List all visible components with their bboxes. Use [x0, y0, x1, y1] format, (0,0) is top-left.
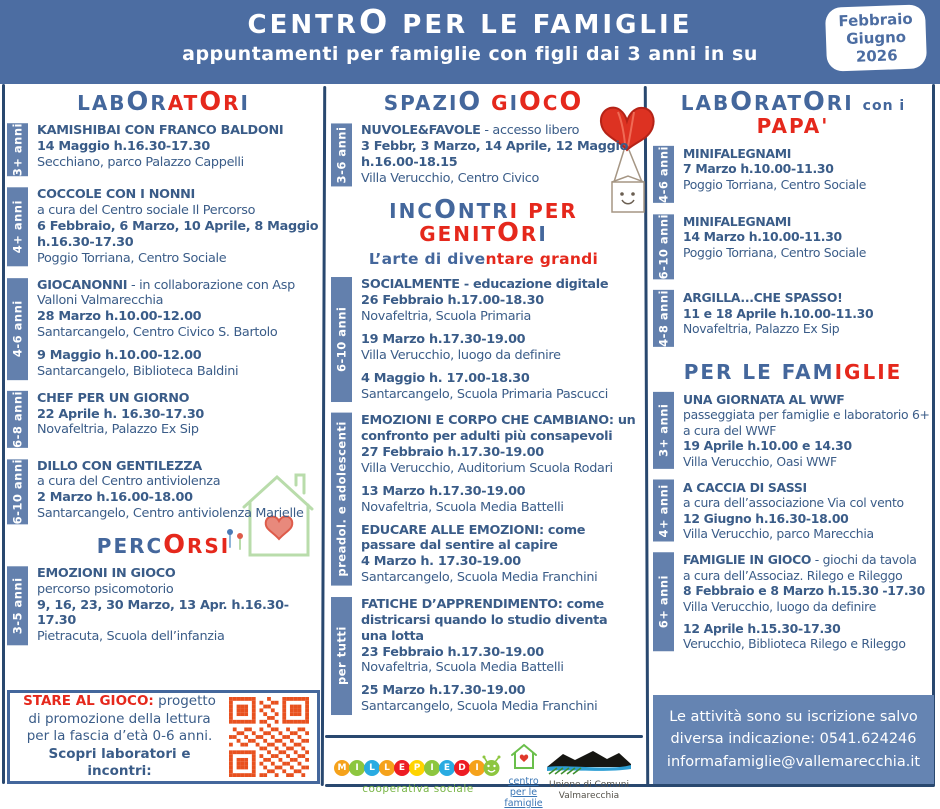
info-line: Le attività sono su iscrizione salvo: [669, 709, 918, 725]
event-item: [331, 597, 636, 715]
event-details: [683, 146, 933, 203]
millepiedi-logo: [334, 755, 502, 795]
laboratori-items: [7, 123, 320, 524]
event-details: [361, 597, 636, 715]
event-text-line: CHEF PER UN GIORNO: [37, 390, 190, 406]
event-text-line: NUVOLE&FAVOLE - accesso libero: [361, 123, 580, 138]
event-text-line: 12 Giugno h.16.30-18.00: [683, 510, 849, 526]
event-details: [683, 552, 933, 651]
unione-comuni-icon: [545, 749, 633, 775]
millepiedi-letter: L: [379, 760, 395, 776]
age-badge: 4-8 anni: [653, 290, 674, 347]
event-text-line: 4 Marzo h. 17.30-19.00: [361, 554, 521, 570]
age-badge: 6+ anni: [653, 552, 674, 651]
age-badge: 3+ anni: [7, 123, 28, 176]
age-badge: 4+ anni: [7, 187, 28, 266]
column-spazio-gioco: [331, 87, 636, 726]
event-text-line: 11 e 18 Aprile h.10.00-11.30: [683, 305, 874, 321]
info-email: informafamiglie@vallemarecchia.it: [666, 753, 921, 770]
event-text-line: MINIFALEGNAMI: [683, 213, 792, 229]
partner-logos: [330, 741, 637, 809]
age-badge: 4-6 anni: [653, 146, 674, 203]
event-item: [7, 459, 320, 524]
event-text-line: Verucchio, Biblioteca Rilego e Rileggo: [683, 636, 906, 652]
promo-text: [18, 693, 221, 781]
age-badge: 3+ anni: [653, 392, 674, 469]
age-badge: preadol. e adolescenti: [331, 413, 352, 586]
promo-body: progetto di promozione della lettura per la fascia d’età 0-6 anni.: [26, 693, 216, 745]
section-title-incontri-genitori: INCONTRI PER GENITORI: [389, 195, 578, 249]
section-subtitle-incontri: L’arte di diventare grandi: [368, 250, 599, 269]
event-text-line: 12 Aprile h.15.30-17.30: [683, 620, 841, 636]
event-text-line: Santarcangelo, Biblioteca Baldini: [37, 363, 239, 379]
age-badge: 6-8 anni: [7, 391, 28, 448]
event-details: [683, 214, 933, 279]
event-text-line: Poggio Torriana, Centro Sociale: [683, 244, 867, 260]
event-text-line: Novafeltria, Palazzo Ex Sip: [683, 320, 840, 336]
millepiedi-letter: I: [469, 760, 485, 776]
event-text-line: 19 Aprile h.10.00 e 14.30: [683, 438, 852, 454]
event-text-line: ARGILLA...CHE SPASSO!: [683, 290, 843, 306]
event-item: [653, 552, 933, 651]
age-badge: 6-10 anni: [653, 214, 674, 279]
event-text-line: COCCOLE CON I NONNI: [37, 187, 196, 203]
event-details: [683, 290, 933, 347]
age-badge: 4+ anni: [653, 480, 674, 542]
event-details: [361, 277, 636, 402]
event-text-line: Santarcangelo, Scuola Primaria Pascucci: [361, 386, 609, 402]
page-title: CENTRO PER LE FAMIGLIE: [247, 2, 693, 41]
event-text-line: Poggio Torriana, Centro Sociale: [683, 176, 867, 192]
info-line: diversa indicazione: 0541.624246: [670, 731, 917, 748]
event-details: [361, 123, 636, 186]
event-item: [331, 413, 636, 586]
event-text-line: UNA GIORNATA AL WWF: [683, 392, 845, 408]
header-banner: [0, 0, 940, 84]
event-text-line: a cura del Centro sociale Il Percorso: [37, 203, 256, 219]
event-text-line: Santarcangelo, Centro antiviolenza Marielle: [37, 506, 304, 522]
event-text-line: Villa Verucchio, Centro Civico: [361, 170, 540, 186]
event-text-line: 26 Febbraio h.17.00-18.30: [361, 293, 544, 309]
millepiedi-letter: D: [454, 760, 470, 776]
millepiedi-head-icon: [484, 755, 502, 781]
event-details: [361, 413, 636, 586]
page-subtitle: appuntamenti per famiglie con figli dai 3 anni in su: [182, 42, 758, 65]
age-badge: 3-5 anni: [7, 566, 28, 645]
event-text-line: 9 Maggio h.10.00-12.00: [37, 347, 202, 363]
event-details: [683, 392, 933, 469]
promo-highlight: STARE AL GIOCO:: [23, 693, 154, 710]
event-text-line: EMOZIONI IN GIOCO: [37, 565, 176, 581]
millepiedi-letter: L: [364, 760, 380, 776]
family-center-house-icon: [507, 741, 541, 771]
event-details: [37, 278, 320, 380]
event-item: [653, 146, 933, 203]
event-text-line: 6 Febbraio, 6 Marzo, 10 Aprile, 8 Maggio h.16.30-17.30: [37, 218, 319, 250]
event-item: [653, 392, 933, 469]
millepiedi-caterpillar: [334, 755, 502, 781]
event-item: [653, 480, 933, 542]
event-text-line: passeggiata per famiglie e laboratorio 6+ a cura del WWF: [683, 407, 930, 438]
event-text-line: MINIFALEGNAMI: [683, 146, 792, 161]
event-text-line: Novafeltria, Palazzo Ex Sip: [37, 422, 199, 438]
event-text-line: 14 Marzo h.10.00-11.30: [683, 229, 842, 245]
date-range-badge: [825, 4, 927, 71]
millepiedi-letter: I: [349, 760, 365, 776]
event-text-line: Villa Verucchio, Oasi WWF: [683, 453, 837, 469]
event-details: [37, 391, 320, 448]
event-text-line: Villa Verucchio, parco Marecchia: [683, 526, 874, 542]
section-title-laboratori-papa: LABORATORI con i PAPA': [680, 87, 906, 138]
stare-al-gioco-box: [7, 690, 320, 784]
event-text-line: GIOCANONNI - in collaborazione con Asp Valloni Valmarecchia: [37, 277, 295, 309]
event-details: [37, 187, 320, 266]
event-text-line: EMOZIONI E CORPO CHE CAMBIANO: un confronto per adulti più consapevoli: [361, 413, 636, 445]
millepiedi-letter: M: [334, 760, 350, 776]
promo-cta: Scopri laboratori e incontri:: [48, 745, 191, 780]
qr-code: [229, 697, 309, 777]
event-details: [37, 123, 320, 176]
column-separator-1: [321, 86, 326, 786]
event-item: [7, 566, 320, 645]
event-text-line: A CACCIA DI SASSI: [683, 479, 807, 495]
event-text-line: FAMIGLIE IN GIOCO - giochi da tavola: [683, 552, 917, 568]
event-text-line: 8 Febbraio e 8 Marzo h.15.30 -17.30: [683, 583, 925, 599]
event-text-line: Villa Verucchio, luogo da definire: [361, 347, 561, 363]
laboratori-papa-items: [653, 146, 933, 347]
event-text-line: a cura dell’Associaz. Rilego e Rileggo: [683, 567, 903, 583]
millepiedi-letter: E: [394, 760, 410, 776]
millepiedi-subtitle: cooperativa sociale: [362, 783, 474, 795]
unione-comuni-label: Unione di Comuni Valmarecchia: [549, 779, 629, 801]
event-text-line: SOCIALMENTE - educazione digitale: [361, 277, 609, 293]
event-text-line: 7 Marzo h.10.00-11.30: [683, 161, 834, 177]
event-text-line: 14 Maggio h.16.30-17.30: [37, 138, 210, 154]
event-text-line: Novafeltria, Scuola Primaria: [361, 309, 532, 325]
spazio-gioco-items: [331, 123, 636, 186]
event-text-line: Novafeltria, Scuola Media Battelli: [361, 660, 564, 676]
left-border-line: [2, 84, 5, 784]
section-title-spazio-gioco: SPAZIO GIOCO: [383, 87, 584, 117]
age-badge: 6-10 anni: [7, 459, 28, 524]
section-title-per-le-famiglie: PER LE FAMIGLIE: [683, 360, 903, 385]
event-item: [331, 123, 636, 186]
event-text-line: Santarcangelo, Scuola Media Franchini: [361, 699, 598, 715]
event-text-line: 28 Marzo h.10.00-12.00: [37, 309, 202, 325]
millepiedi-letter: I: [424, 760, 440, 776]
event-item: [331, 277, 636, 402]
event-text-line: 2 Marzo h.16.00-18.00: [37, 490, 193, 506]
event-text-line: Poggio Torriana, Centro Sociale: [37, 250, 227, 266]
event-item: [653, 214, 933, 279]
event-text-line: 27 Febbraio h.17.30-19.00: [361, 445, 544, 461]
event-text-line: 19 Marzo h.17.30-19.00: [361, 332, 526, 348]
event-text-line: Pietracuta, Scuola dell’infanzia: [37, 629, 225, 645]
event-text-line: Santarcangelo, Centro Civico S. Bartolo: [37, 325, 278, 341]
percorsi-items: [7, 566, 320, 645]
event-item: [7, 278, 320, 380]
event-text-line: DILLO CON GENTILEZZA: [37, 458, 202, 474]
event-text-line: 4 Maggio h. 17.00-18.30: [361, 370, 530, 386]
event-text-line: EDUCARE ALLE EMOZIONI: come passare dal sentire al capire: [361, 522, 586, 554]
age-badge: 3-6 anni: [331, 123, 352, 186]
event-item: [7, 391, 320, 448]
event-text-line: 23 Febbraio h.17.30-19.00: [361, 644, 544, 660]
millepiedi-letter: P: [409, 760, 425, 776]
event-text-line: Novafeltria, Scuola Media Battelli: [361, 499, 564, 515]
section-title-percorsi: PERCORSI: [96, 529, 231, 560]
event-text-line: 9, 16, 23, 30 Marzo, 13 Apr. h.16.30-17.30: [37, 597, 289, 629]
section-title-laboratori: LABORATORI: [77, 87, 250, 117]
age-badge: per tutti: [331, 597, 352, 715]
date-line: 2026: [855, 46, 898, 66]
event-text-line: KAMISHIBAI CON FRANCO BALDONI: [37, 123, 284, 138]
family-center-label: centro per le famiglie: [504, 776, 543, 809]
event-text-line: Villa Verucchio, luogo da definire: [683, 598, 877, 614]
event-text-line: FATICHE D’APPRENDIMENTO: come districarsi quando lo studio diventa una lotta: [361, 597, 608, 644]
event-item: [7, 187, 320, 266]
event-details: [37, 459, 320, 524]
event-text-line: Secchiano, parco Palazzo Cappelli: [37, 154, 244, 170]
registration-info-box: [653, 695, 934, 784]
event-text-line: Santarcangelo, Scuola Media Franchini: [361, 570, 598, 586]
event-text-line: percorso psicomotorio: [37, 581, 174, 597]
incontri-items: [331, 277, 636, 715]
event-text-line: Villa Verucchio, Auditorium Scuola Rodari: [361, 461, 613, 477]
millepiedi-letter: E: [439, 760, 455, 776]
age-badge: 6-10 anni: [331, 277, 352, 402]
event-text-line: a cura del Centro antiviolenza: [37, 474, 221, 490]
date-line: Giugno: [845, 27, 907, 49]
per-le-famiglie-items: [653, 392, 933, 652]
event-item: [653, 290, 933, 347]
event-text-line: a cura dell’associazione Via col vento: [683, 495, 904, 511]
event-text-line: 22 Aprile h. 16.30-17.30: [37, 406, 205, 422]
event-details: [37, 566, 320, 645]
logos-top-line: [325, 735, 643, 738]
family-center-logo: [502, 741, 545, 809]
event-item: [7, 123, 320, 176]
event-text-line: 25 Marzo h.17.30-19.00: [361, 683, 526, 699]
date-line: Febbraio: [837, 9, 913, 31]
event-text-line: 3 Febbr, 3 Marzo, 14 Aprile, 12 Maggio h.16.00-18.15: [361, 138, 629, 170]
event-details: [683, 480, 933, 542]
event-text-line: 13 Marzo h.17.30-19.00: [361, 483, 526, 499]
column-laboratori-papa: [653, 87, 933, 663]
age-badge: 4-6 anni: [7, 278, 28, 380]
column-laboratori: [7, 87, 320, 656]
unione-comuni-logo: [545, 749, 633, 802]
